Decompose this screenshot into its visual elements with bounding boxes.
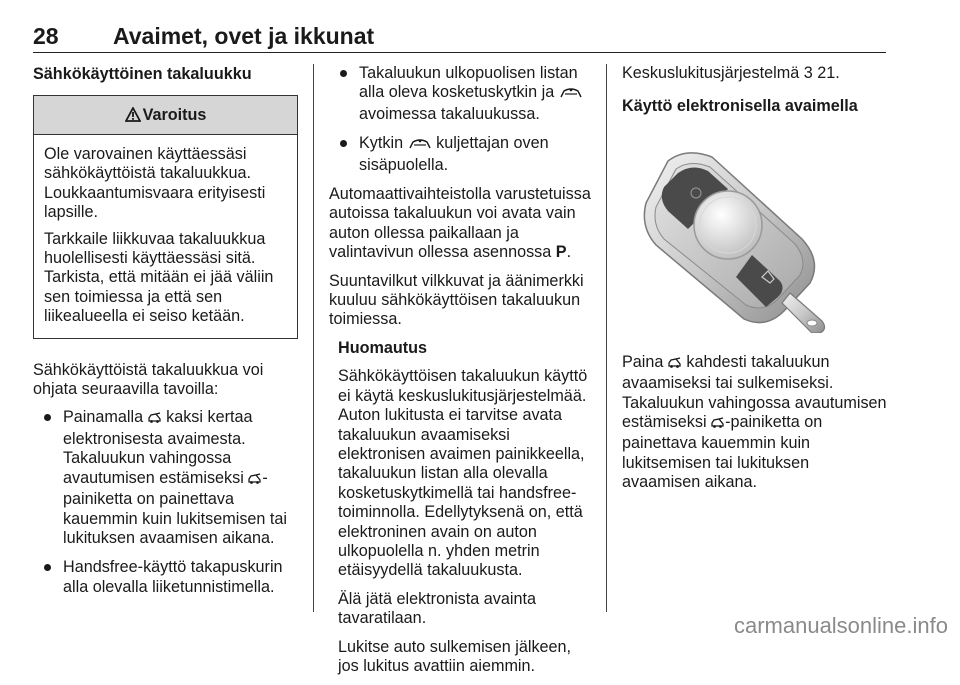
- body-paragraph: [329, 185, 595, 263]
- warning-triangle-icon: [125, 98, 141, 136]
- ref-page: 21.: [817, 64, 840, 82]
- bullet-dot: [340, 70, 347, 77]
- electronic-key-image: [616, 143, 880, 333]
- column-1: [33, 64, 298, 607]
- touch-switch-icon: [408, 136, 432, 155]
- tailgate-car-icon: [148, 410, 162, 429]
- touch-switch-icon: [559, 85, 583, 104]
- column-divider: [313, 64, 314, 612]
- bullet-list: [33, 408, 298, 597]
- list-item: [33, 408, 298, 548]
- subheading: Käyttö elektronisella avaimella: [622, 97, 858, 116]
- body-paragraph: Suuntavilkut vilkkuvat ja äänimerkki kuuluu sähkökäyttöisen takaluukun toimiessa.: [329, 271, 584, 329]
- column-3: [622, 64, 888, 502]
- warning-paragraph: Ole varovainen käyttäessäsi sähkökäyttöistä takaluukkua. Loukkaantumisvaara erityisesti lapsille.: [44, 145, 266, 222]
- bullet-text: Kytkin: [359, 134, 404, 153]
- ref-text: Keskuslukitusjärjestelmä: [622, 64, 800, 82]
- note-paragraph: Sähkökäyttöisen takaluukun käyttö ei käytä keskuslukitusjärjestelmää. Auton lukitusta ei tarvitse avata takaluukun avaamiseksi elektronisen avaimen painikkeella, takaluukun listan alla olevalla kosketuskytkimellä tai handsfree-toiminnolla. Edellytyksenä on, että elektroninen avain on auton ulkopuolella n. yhden metrin etäisyydellä takaluukusta.: [338, 367, 588, 580]
- list-item: [329, 64, 595, 124]
- intro-paragraph: Sähkökäyttöistä takaluukkua voi ohjata seuraavilla tavoilla:: [33, 360, 264, 399]
- cross-reference: [622, 64, 888, 83]
- warning-paragraph: Tarkkaile liikkuvaa takaluukkua huolellisesti käyttäessäsi sitä. Tarkista, että mitään ei jää väliin sen toimiessa ja että sen liikealueella ei seiso ketään.: [44, 229, 274, 326]
- warning-body: [34, 135, 297, 338]
- body-paragraph: [622, 353, 888, 493]
- note-title: Huomautus: [338, 338, 428, 357]
- note-paragraph: Lukitse auto sulkemisen jälkeen, jos lukitus avattiin aiemmin.: [338, 637, 572, 675]
- tailgate-car-icon: [711, 415, 725, 434]
- bullet-text: kaksi kertaa elektronisesta avaimesta. Takaluukun vahingossa avautumisen estämiseksi: [63, 408, 253, 487]
- column-2: [329, 64, 595, 685]
- page-header: [33, 22, 886, 53]
- bullet-dot: [340, 140, 347, 147]
- page-ref-arrow-icon: 3: [803, 64, 813, 82]
- bullet-text: avoimessa takaluukussa.: [359, 104, 540, 123]
- watermark: carmanualsonline.info: [733, 613, 948, 638]
- gear-position: P: [555, 243, 567, 262]
- body-text: Automaattivaihteistolla varustetuissa autoissa takaluukun voi avata vain auton ollessa paikallaan ja valintavivun ollessa asennossa: [329, 185, 591, 262]
- body-text: kahdesti takaluukun avaamiseksi tai sulkemiseksi. Takaluukun vahingossa avautumisen estämiseksi: [622, 352, 887, 432]
- body-text: .: [566, 243, 572, 262]
- list-item: [33, 558, 298, 597]
- tailgate-car-icon: [668, 355, 682, 374]
- body-text: -painiketta on painettava kauemmin kuin lukitsemisen tai lukituksen avaamisen aikana.: [622, 413, 823, 492]
- bullet-text: -painiketta on painettava kauemmin kuin lukitsemisen tai lukituksen avaamisen aikana.: [63, 468, 288, 547]
- section-title: Sähkökäyttöinen takaluukku: [33, 65, 252, 83]
- bullet-text: Handsfree-käyttö takapuskurin alla olevalla liiketunnistimella.: [63, 558, 283, 596]
- warning-header: [34, 96, 297, 135]
- bullet-dot: [44, 414, 51, 421]
- warning-box: [33, 95, 298, 339]
- note-block: [329, 339, 595, 677]
- note-paragraph: Älä jätä elektronista avainta tavaratilaan.: [338, 589, 536, 628]
- bullet-dot: [44, 564, 51, 571]
- warning-title: Varoitus: [142, 106, 207, 124]
- column-divider: [606, 64, 607, 612]
- body-text: Paina: [622, 352, 664, 371]
- chapter-title: Avaimet, ovet ja ikkunat: [113, 23, 375, 49]
- tailgate-car-icon: [248, 471, 262, 490]
- page-number: 28: [33, 23, 59, 49]
- bullet-text: Painamalla: [63, 408, 144, 427]
- bullet-list: [329, 64, 595, 175]
- list-item: [329, 134, 595, 175]
- bullet-text: kuljettajan oven sisäpuolella.: [359, 134, 549, 174]
- bullet-text: Takaluukun ulkopuolisen listan alla oleva kosketuskytkin ja: [359, 64, 578, 102]
